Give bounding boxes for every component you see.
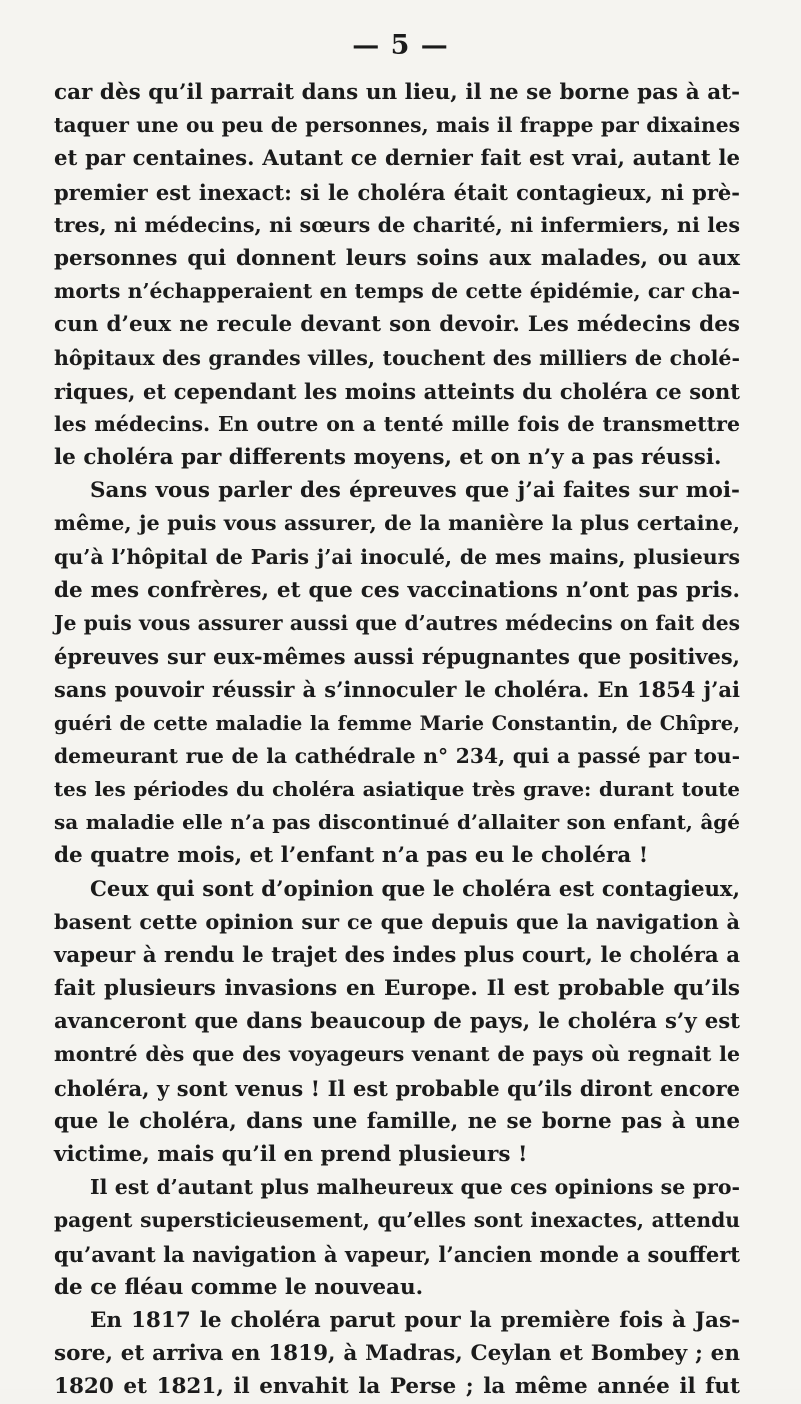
text-line: de ce fléau comme le nouveau. (54, 1274, 424, 1300)
text-line: demeurant rue de la cathédrale n° 234, qui a passé par tou- (54, 743, 740, 768)
text-line: les médecins. En outre on a tenté mille fois de transmettre (54, 411, 740, 436)
text-line: et par centaines. Autant ce dernier fait est vrai, autant le (54, 146, 740, 172)
text-line: qu’à l’hôpital de Paris j’ai inoculé, de mes mains, plusieurs (54, 544, 740, 569)
text-line: sans pouvoir réussir à s’innoculer le choléra. En 1854 j’ai (54, 677, 740, 703)
text-line: car dès qu’il parrait dans un lieu, il ne se borne pas à at- (54, 80, 740, 105)
text-line: pagent supersticieusement, qu’elles sont inexactes, attendu (54, 1208, 740, 1233)
text-line: tes les périodes du choléra asiatique très grave: durant toute (54, 776, 740, 801)
text-line: le choléra par differents moyens, et on n’y a pas réussi. (54, 445, 722, 471)
text-line: 1820 et 1821, il envahit la Perse ; la même année il fut (54, 1374, 740, 1400)
page-number: — 5 — (352, 30, 449, 61)
text-line: guéri de cette maladie la femme Marie Constantin, de Chîpre, (54, 711, 740, 735)
text-line: qu’avant la navigation à vapeur, l’ancien monde a souffert (54, 1241, 740, 1267)
text-line: Il est d’autant plus malheureux que ces opinions se pro- (90, 1175, 740, 1200)
text-line: Sans vous parler des épreuves que j’ai faites sur moi- (90, 478, 740, 504)
text-line: choléra, y sont venus ! Il est probable qu’ils diront encore (54, 1075, 740, 1101)
text-line: riques, et cependant les moins atteints du choléra ce sont (54, 378, 740, 404)
text-line: de mes confrères, et que ces vaccinations n’ont pas pris. (54, 577, 740, 603)
body-text (54, 76, 740, 1404)
text-line: fait plusieurs invasions en Europe. Il est probable qu’ils (54, 976, 740, 1002)
text-line: tres, ni médecins, ni sœurs de charité, ni infermiers, ni les (54, 212, 740, 237)
text-line: hôpitaux des grandes villes, touchent des milliers de cholé- (54, 345, 740, 370)
text-line: que le choléra, dans une famille, ne se borne pas à une (54, 1108, 740, 1134)
text-line: Ceux qui sont d’opinion que le choléra est contagieux, (90, 876, 740, 902)
text-line: montré dès que des voyageurs venant de pays où regnait le (54, 1042, 740, 1067)
text-line: basent cette opinion sur ce que depuis que la navigation à (54, 909, 740, 934)
text-line: avanceront que dans beaucoup de pays, le choléra s’y est (54, 1009, 740, 1035)
text-line: sa maladie elle n’a pas discontinué d’allaiter son enfant, âgé (54, 810, 740, 835)
text-line: vapeur à rendu le trajet des indes plus court, le choléra a (54, 942, 740, 968)
text-line: victime, mais qu’il en prend plusieurs ! (54, 1142, 528, 1167)
text-line: même, je puis vous assurer, de la manière la plus certaine, (54, 511, 740, 536)
text-line: cun d’eux ne recule devant son devoir. Les médecins des (54, 312, 740, 338)
text-line: épreuves sur eux-mêmes aussi répugnantes que positives, (54, 644, 740, 670)
text-line: Je puis vous assurer aussi que d’autres médecins on fait des (54, 611, 740, 635)
text-line: personnes qui donnent leurs soins aux malades, ou aux (54, 245, 740, 271)
text-line: premier est inexact: si le choléra était contagieux, ni prè- (54, 179, 740, 205)
text-line: de quatre mois, et l’enfant n’a pas eu le choléra ! (54, 843, 649, 869)
text-line: morts n’échapperaient en temps de cette épidémie, car cha- (54, 279, 740, 304)
text-line: sore, et arriva en 1819, à Madras, Ceylan et Bombey ; en (54, 1341, 740, 1367)
text-line: En 1817 le choléra parut pour la première fois à Jas- (90, 1307, 740, 1333)
text-line: taquer une ou peu de personnes, mais il frappe par dixaines (54, 113, 740, 138)
